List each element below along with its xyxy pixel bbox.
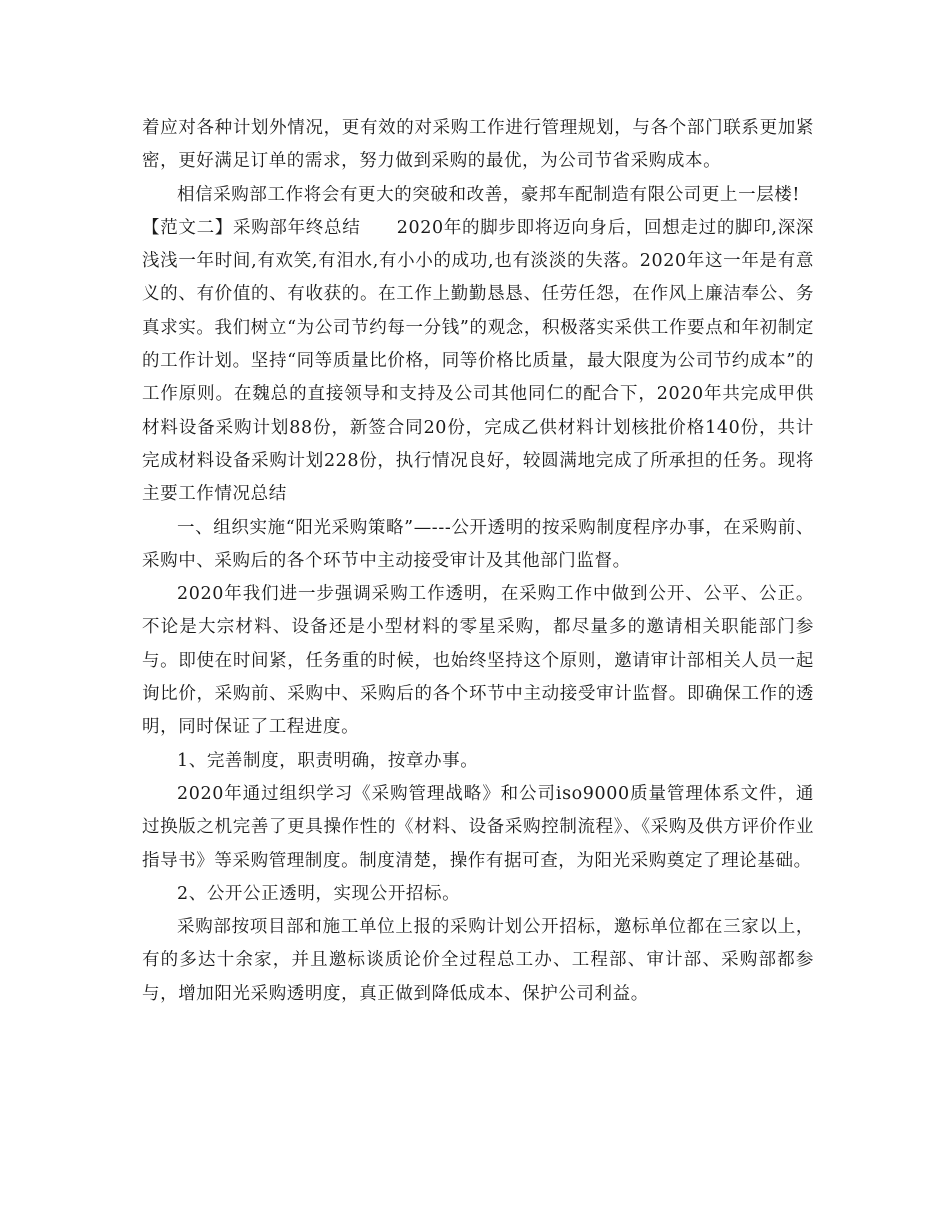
paragraph-item-one-body: 2020年通过组织学习《采购管理战略》和公司iso9000质量管理体系文件，通过换版之机完善了更具操作性的《材料、设备采购控制流程》、《采购及供方评价作业指导书》等采购管理制度。制度清楚，操作有据可查，为阳光采购奠定了理论基础。 bbox=[142, 783, 814, 871]
paragraph-transparency: 2020年我们进一步强调采购工作透明，在采购工作中做到公开、公平、公正。不论是大宗材料、设备还是小型材料的零星采购，都尽量多的邀请相关职能部门参与。即使在时间紧，任务重的时候，也始终坚持这个原则，邀请审计部相关人员一起询比价，采购前、采购中、采购后的各个环节中主动接受审计监督。即确保工作的透明，同时保证了工程进度。 bbox=[142, 584, 814, 738]
paragraph-sample-two-intro: 【范文二】采购部年终总结 2020年的脚步即将迈向身后，回想走过的脚印,深深浅浅一年时间,有欢笑,有泪水,有小小的成功,也有淡淡的失落。2020年这一年是有意义的、有价值的、有收获的。在工作上勤勤恳恳、任劳任怨，在作风上廉洁奉公、务真求实。我们树立“为公司节约每一分钱”的观念，积极落实采供工作要点和年初制定的工作计划。坚持“同等质量比价格，同等价格比质量，最大限度为公司节约成本”的工作原则。在魏总的直接领导和支持及公司其他同仁的配合下，2020年共完成甲供材料设备采购计划88份，新签合同20份，完成乙供材料计划核批价格140份，共计完成材料设备采购计划228份，执行情况良好，较圆满地完成了所承担的任务。现将主要工作情况总结 bbox=[142, 217, 814, 505]
paragraph-closing: 相信采购部工作将会有更大的突破和改善，豪邦车配制造有限公司更上一层楼! bbox=[177, 184, 801, 205]
paragraph-item-one-heading: 1、完善制度，职责明确，按章办事。 bbox=[177, 750, 479, 771]
paragraph-section-one-heading: 一、组织实施“阳光采购策略”—---公开透明的按采购制度程序办事，在采购前、采购中、采购后的各个环节中主动接受审计及其他部门监督。 bbox=[142, 517, 814, 571]
paragraph-item-two-body: 采购部按项目部和施工单位上报的采购计划公开招标，邀标单位都在三家以上，有的多达十余家，并且邀标谈质论价全过程总工办、工程部、审计部、采购部都参与，增加阳光采购透明度，真正做到降低成本、保护公司利益。 bbox=[142, 917, 814, 1004]
paragraph-continuation: 着应对各种计划外情况，更有效的对采购工作进行管理规划，与各个部门联系更加紧密，更好满足订单的需求，努力做到采购的最优，为公司节省采购成本。 bbox=[142, 118, 814, 172]
document-body bbox=[142, 112, 814, 1011]
paragraph-item-two-heading: 2、公开公正透明，实现公开招标。 bbox=[177, 883, 461, 904]
